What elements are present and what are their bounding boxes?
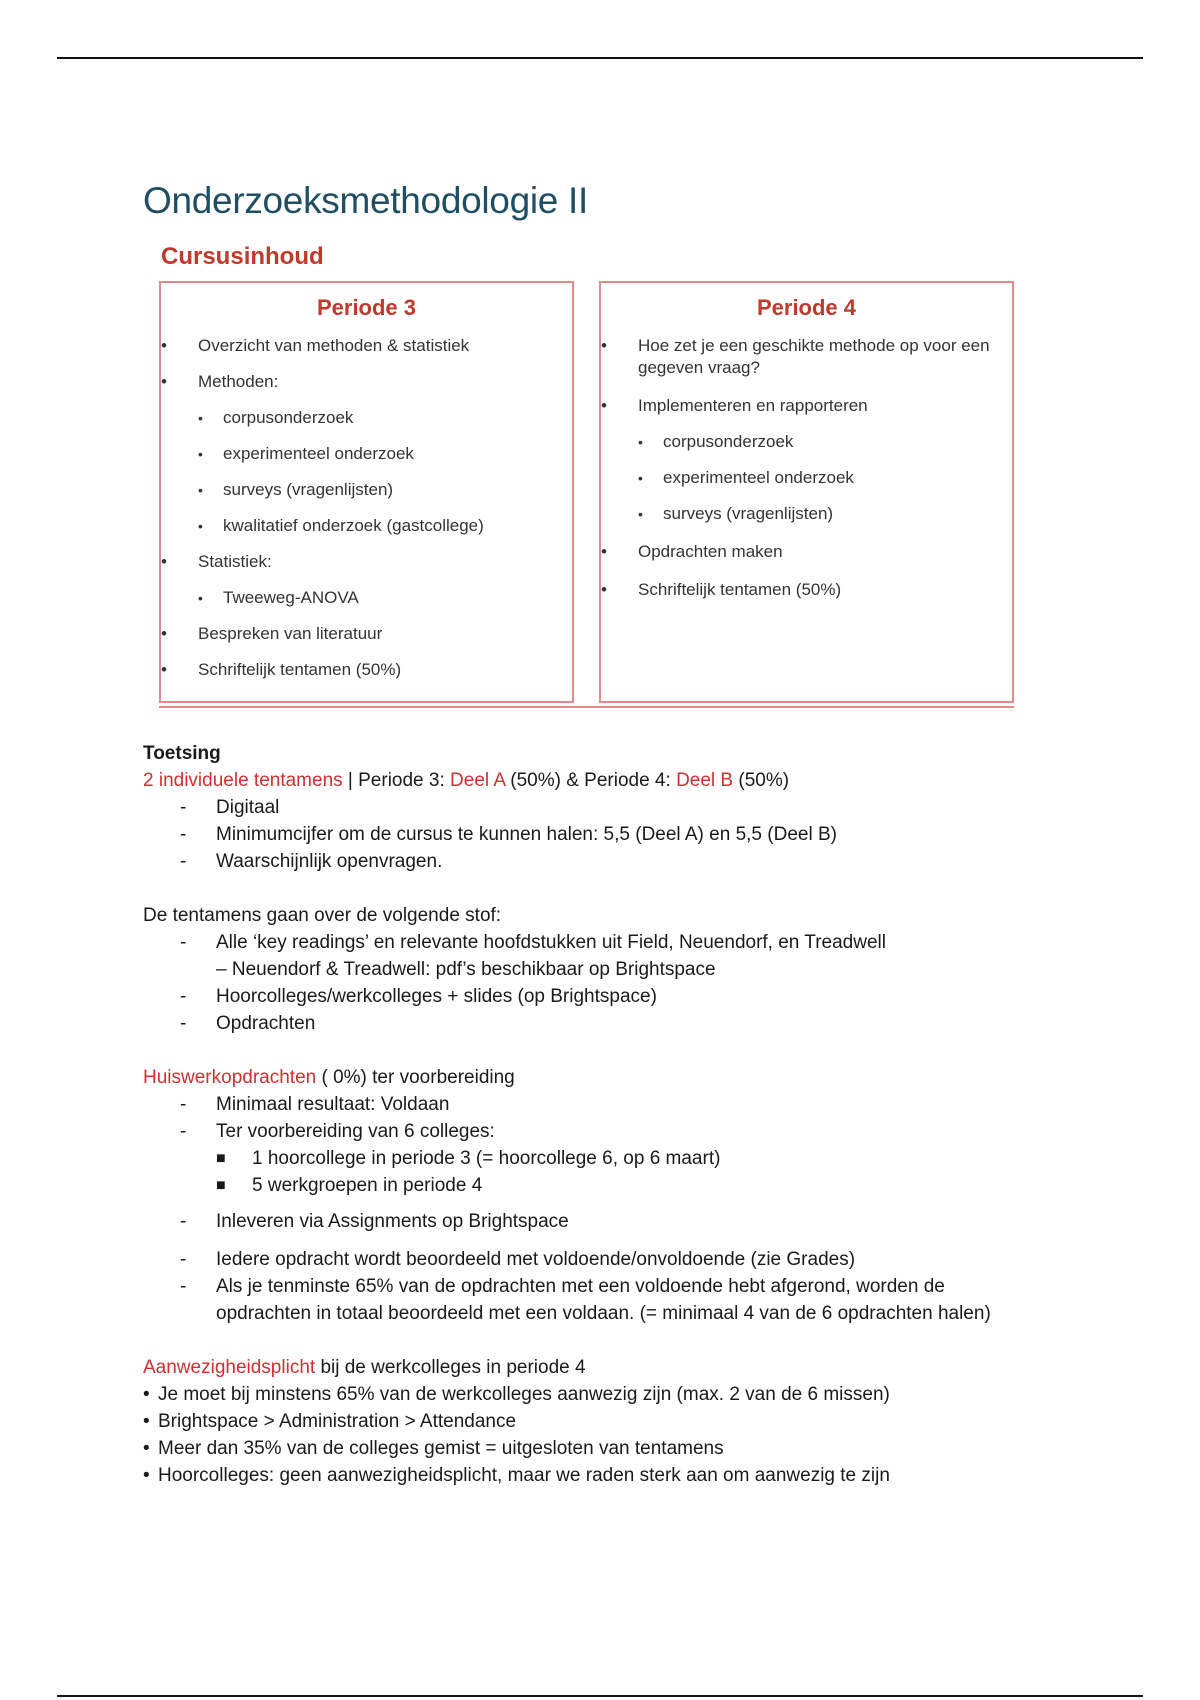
deel-a-label: Deel A	[450, 770, 505, 791]
toetsing-text: (50%) & Periode 4:	[504, 770, 677, 791]
toetsing-line	[143, 767, 1043, 794]
period-4-title: Periode 4	[756, 295, 857, 320]
list-item: • Statistiek:	[161, 551, 572, 573]
list-item: • experimenteel onderzoek	[601, 467, 1012, 489]
exam-count-label: 2 individuele tentamens	[143, 770, 343, 791]
bottom-rule	[57, 1695, 1143, 1697]
period-3-box	[159, 281, 574, 703]
deel-b-label: Deel B	[676, 770, 734, 791]
list-item: - Hoorcolleges/werkcolleges + slides (op Brightspace)	[143, 983, 1043, 1010]
period-4-list	[601, 335, 1012, 601]
aanwezig-label: Aanwezigheidsplicht	[143, 1357, 316, 1378]
list-item: - Iedere opdracht wordt beoordeeld met voldoende/onvoldoende (zie Grades)	[143, 1246, 1043, 1273]
aanwezig-line	[143, 1354, 1043, 1381]
stof-intro: De tentamens gaan over de volgende stof:	[143, 905, 502, 926]
list-item: • experimenteel onderzoek	[161, 443, 572, 465]
toetsing-text: (50%)	[733, 770, 790, 791]
list-item: - Als je tenminste 65% van de opdrachten met een voldoende hebt afgerond, worden de opdrachten in totaal beoordeeld met een voldaan. (= minimaal 4 van de 6 opdrachten halen)	[143, 1273, 1043, 1327]
huiswerk-label: Huiswerkopdrachten	[143, 1067, 317, 1088]
list-item: • Hoorcolleges: geen aanwezigheidsplicht, maar we raden sterk aan om aanwezig te zijn	[143, 1462, 1043, 1489]
list-item: - Minimaal resultaat: Voldaan	[143, 1091, 1043, 1118]
period-4-box	[599, 281, 1014, 703]
slide-heading: Cursusinhoud	[161, 243, 324, 270]
list-item: • Tweeweg-ANOVA	[161, 587, 572, 609]
list-item: • Methoden:	[161, 371, 572, 393]
colleges-sublist	[216, 1145, 1043, 1199]
list-item: • Je moet bij minstens 65% van de werkcolleges aanwezig zijn (max. 2 van de 6 missen)	[143, 1381, 1043, 1408]
toetsing-text: | Periode 3:	[342, 770, 451, 791]
list-item-text: Ter voorbereiding van 6 colleges:	[216, 1121, 495, 1142]
top-rule	[57, 57, 1143, 59]
list-item: • Opdrachten maken	[601, 541, 1012, 563]
period-3-title: Periode 3	[316, 295, 417, 320]
list-item	[143, 929, 1043, 983]
huiswerk-list	[143, 1091, 1043, 1327]
aanwezig-text: bij de werkcolleges in periode 4	[315, 1357, 586, 1378]
list-item: • Schriftelijk tentamen (50%)	[601, 579, 1012, 601]
aanwezig-list	[143, 1381, 1043, 1489]
document-body	[143, 740, 1043, 1489]
toetsing-heading: Toetsing	[143, 743, 221, 764]
list-item: • Implementeren en rapporteren	[601, 395, 1012, 417]
list-item: - Waarschijnlijk openvragen.	[143, 848, 1043, 875]
sub-list-item: ■ 5 werkgroepen in periode 4	[216, 1172, 1043, 1199]
list-item: • Schriftelijk tentamen (50%)	[161, 659, 572, 681]
toetsing-list	[143, 794, 1043, 875]
list-item-continuation: – Neuendorf & Treadwell: pdf’s beschikbaar op Brightspace	[216, 959, 716, 980]
list-item: • surveys (vragenlijsten)	[601, 503, 1012, 525]
list-item: • Bespreken van literatuur	[161, 623, 572, 645]
slide-underline	[159, 706, 1014, 708]
list-item: • Overzicht van methoden & statistiek	[161, 335, 572, 357]
list-item: - Inleveren via Assignments op Brightspace	[143, 1208, 1043, 1235]
list-item: • surveys (vragenlijsten)	[161, 479, 572, 501]
list-item: • Hoe zet je een geschikte methode op voor een gegeven vraag?	[601, 335, 1012, 379]
list-item	[143, 1118, 1043, 1199]
list-item: • corpusonderzoek	[601, 431, 1012, 453]
huiswerk-text: ( 0%) ter voorbereiding	[316, 1067, 515, 1088]
stof-list	[143, 929, 1043, 1037]
sub-list-item: ■ 1 hoorcollege in periode 3 (= hoorcollege 6, op 6 maart)	[216, 1145, 1043, 1172]
list-item: - Opdrachten	[143, 1010, 1043, 1037]
list-item: • kwalitatief onderzoek (gastcollege)	[161, 515, 572, 537]
list-item: - Minimumcijfer om de cursus te kunnen halen: 5,5 (Deel A) en 5,5 (Deel B)	[143, 821, 1043, 848]
page-title: Onderzoeksmethodologie II	[143, 180, 588, 221]
period-3-list	[161, 335, 572, 681]
list-item: • Brightspace > Administration > Attendance	[143, 1408, 1043, 1435]
list-item: - Digitaal	[143, 794, 1043, 821]
huiswerk-line	[143, 1064, 1043, 1091]
list-item-text: Alle ‘key readings’ en relevante hoofdstukken uit Field, Neuendorf, en Treadwell	[216, 932, 886, 953]
list-item: • corpusonderzoek	[161, 407, 572, 429]
list-item: • Meer dan 35% van de colleges gemist = uitgesloten van tentamens	[143, 1435, 1043, 1462]
